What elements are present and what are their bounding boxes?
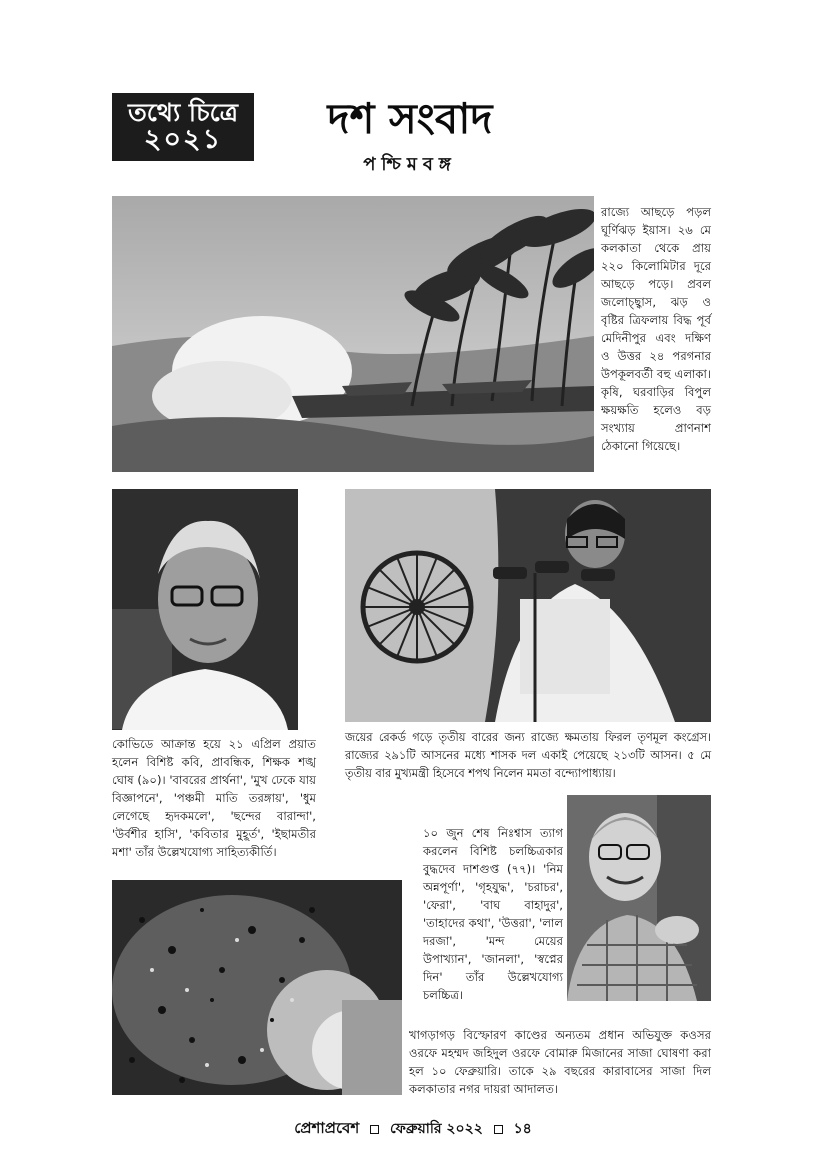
poet-portrait-icon [112,489,298,730]
blast-story-text: খাগড়াগড় বিস্ফোরণ কাণ্ডের অন্যতম প্রধান অভিযুক্ত কওসর ওরফে মহম্মদ জহিদুল ওরফে বোমারু মিজানের সাজা ঘোষণা করা হল ১০ ফেব্রুয়ারি। তাকে ২৯ বছরের কারাবাসের সাজা দিল কলকাতার নগর দায়রা আদালত। [409,1028,711,1096]
page-number: ১৪ [513,1121,532,1137]
badge-line-2: ২০২১ [143,123,223,155]
separator-square-icon [494,1125,503,1134]
issue-date: ফেব্রুয়ারি ২০২২ [389,1121,483,1137]
cyclone-photo-icon [112,196,594,472]
poet-story-text: কোভিডে আক্রান্ত হয়ে ২১ এপ্রিল প্রয়াত হলেন বিশিষ্ট কবি, প্রাবন্ধিক, শিক্ষক শঙ্খ ঘোষ (৯০)। 'বাবরের প্রার্থনা', 'মুখ ঢেকে যায় বিজ্ঞাপনে', 'পঞ্চমী মাতি তরঙ্গায়', 'ধুম লেগেছে হৃদকমলে', 'ছন্দের বারান্দা', 'উর্বশীর হাসি', 'কবিতার মুহূর্ত', 'ইছামতীর মশা' তাঁর উল্লেখযোগ্য সাহিত্যকীর্তি। [112,737,316,859]
filmmaker-portrait-icon [567,795,711,1001]
page-title: দশ সংবাদ [327,94,493,143]
election-story-text: জয়ের রেকর্ড গড়ে তৃতীয় বারের জন্য রাজ্যে ক্ষমতায় ফিরল তৃণমূল কংগ্রেস। রাজ্যের ২৯১টি আসনের মধ্যে শাসক দল একাই পেয়েছে ২১৩টি আসন। ৫ মে তৃতীয় বার মুখ্যমন্ত্রী হিসেবে শপথ নিলেন মমতা বন্দ্যোপাধ্যায়। [345,731,711,780]
filmmaker-story-text: ১০ জুন শেষ নিঃশ্বাস ত্যাগ করলেন বিশিষ্ট চলচ্চিত্রকার বুদ্ধদেব দাশগুপ্ত (৭৭)। 'নিম অন্নপূর্ণা', 'গৃহযুদ্ধ', 'চরাচর', 'ফেরা', 'বাঘ বাহাদুর', 'তাহাদের কথা', 'উত্তরা', 'লাল দরজা', 'মন্দ মেয়ের উপাখ্যান', 'জানলা', 'স্বপ্নের দিন' তাঁর উল্লেখযোগ্য চলচ্চিত্র। [423,826,563,1002]
page-footer [0,1117,826,1142]
separator-square-icon [370,1125,379,1134]
chief-minister-oath-icon [345,489,711,722]
magazine-name: প্রেশাপ্রবেশ [294,1119,360,1137]
explosion-photo-icon [112,880,402,1095]
badge-line-1: তথ্যে চিত্রে [127,97,238,127]
cyclone-story-text: রাজ্যে আছড়ে পড়ল ঘূর্ণিঝড় ইয়াস। ২৬ মে কলকাতা থেকে প্রায় ২২০ কিলোমিটার দূরে আছড়ে পড়ে। প্রবল জলোচ্ছ্বাস, ঝড় ও বৃষ্টির ত্রিফলায় বিদ্ধ পূর্ব মেদিনীপুর এবং দক্ষিণ ও উত্তর ২৪ পরগনার উপকূলবর্তী বহু এলাকা। কৃষি, ঘরবাড়ির বিপুল ক্ষয়ক্ষতি হলেও বড় সংখ্যায় প্রাণনাশ ঠেকানো গিয়েছে। [601,205,711,453]
year-badge [112,93,254,161]
page-subtitle: পশ্চিমবঙ্গ [363,154,457,175]
